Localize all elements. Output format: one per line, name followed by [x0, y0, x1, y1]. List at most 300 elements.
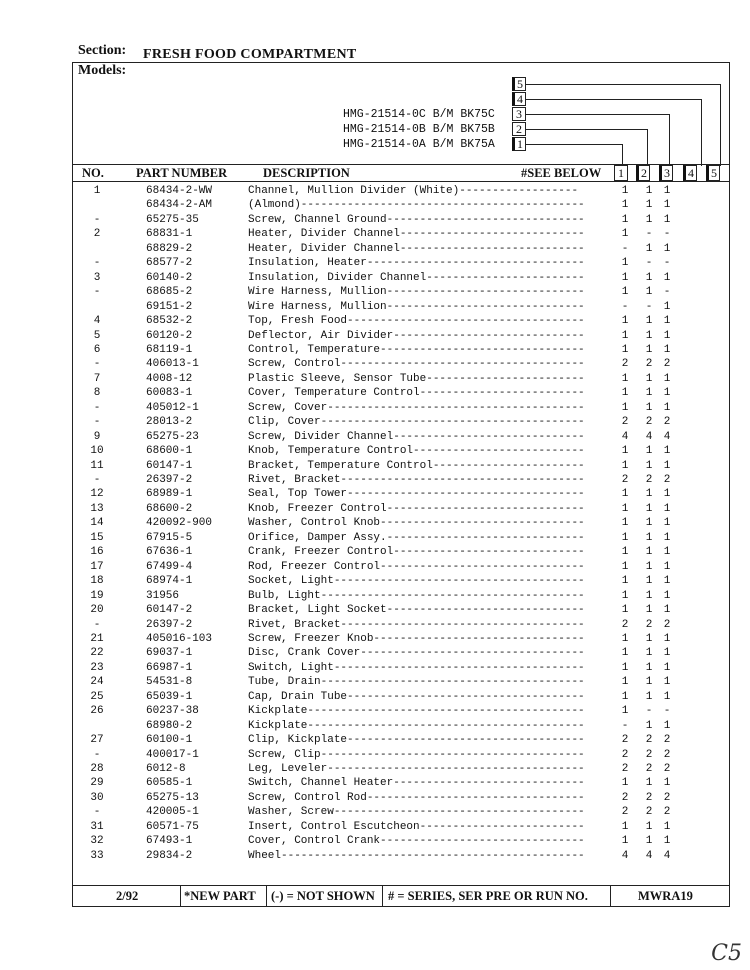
row-qty-series-2: 1 — [645, 690, 653, 703]
row-qty-series-3: 1 — [663, 835, 671, 848]
row-part-number: 6012-8 — [146, 763, 186, 775]
table-row — [74, 762, 724, 776]
row-description: Screw, Freezer Knob-------------------------------- — [248, 632, 585, 645]
table-row — [74, 545, 724, 559]
row-item-number: 31 — [90, 820, 104, 833]
table-row — [74, 791, 724, 805]
row-qty-series-3: 2 — [663, 748, 671, 761]
row-description: Washer, Control Knob------------------------------- — [248, 517, 585, 530]
col-header-see-below: #SEE BELOW — [521, 166, 602, 180]
row-qty-series-3: 4 — [663, 849, 671, 862]
row-item-number: 21 — [90, 632, 104, 645]
footer-series-note: # = SERIES, SER PRE OR RUN NO. — [388, 889, 588, 903]
connector-line — [526, 144, 623, 166]
row-item-number: 14 — [90, 517, 104, 530]
table-row — [74, 198, 724, 212]
series-box: 4 — [512, 92, 526, 106]
row-part-number: 68831-1 — [146, 228, 193, 241]
row-qty-series-2: 1 — [645, 632, 653, 645]
row-qty-series-1: 2 — [621, 358, 629, 371]
row-qty-series-2: 1 — [645, 517, 653, 530]
row-description: Insert, Control Escutcheon------------------------- — [248, 820, 585, 833]
table-row — [74, 502, 724, 516]
row-qty-series-1: 2 — [621, 806, 629, 819]
row-qty-series-3: 1 — [663, 517, 671, 530]
row-part-number: 420092-900 — [146, 517, 213, 530]
row-qty-series-3: 2 — [663, 806, 671, 819]
table-row — [74, 560, 724, 574]
row-part-number: 68600-1 — [146, 445, 193, 458]
row-qty-series-3: 1 — [663, 199, 671, 212]
footer-date: 2/92 — [116, 889, 139, 903]
row-qty-series-3: 4 — [663, 430, 671, 443]
row-part-number: 68989-1 — [146, 488, 193, 501]
row-qty-series-1: 4 — [621, 849, 629, 862]
row-part-number: 405016-103 — [146, 632, 213, 645]
table-row — [74, 314, 724, 328]
row-qty-series-3: 2 — [663, 763, 671, 775]
row-description: Knob, Temperature Control-------------------------- — [248, 445, 585, 458]
row-part-number: 68434-2-AM — [146, 199, 213, 212]
row-item-number: 2 — [93, 228, 101, 241]
footer-divider — [180, 886, 181, 907]
row-description: Crank, Freezer Control----------------------------- — [248, 546, 585, 559]
page-mark: C5 — [711, 941, 742, 966]
row-qty-series-1: 1 — [621, 343, 629, 356]
row-qty-series-1: 1 — [621, 705, 629, 718]
table-row — [74, 675, 724, 689]
row-qty-series-1: 1 — [621, 604, 629, 617]
row-item-number: 17 — [90, 560, 104, 573]
table-row — [74, 618, 724, 632]
table-row — [74, 401, 724, 415]
table-row — [74, 184, 724, 198]
row-qty-series-3: 1 — [663, 690, 671, 703]
row-qty-series-3: 1 — [663, 459, 671, 472]
row-qty-series-2: 2 — [645, 416, 653, 429]
row-description: Cover, Temperature Control------------------------- — [248, 387, 585, 400]
row-qty-series-1: 1 — [621, 835, 629, 848]
row-qty-series-3: 2 — [663, 474, 671, 486]
row-part-number: 68980-2 — [146, 719, 193, 732]
row-description: Cap, Drain Tube------------------------------------ — [248, 690, 585, 703]
row-qty-series-3: 1 — [663, 213, 671, 226]
row-qty-series-1: 1 — [621, 647, 629, 660]
row-item-number: 16 — [90, 546, 104, 559]
row-part-number: 60571-75 — [146, 820, 199, 833]
row-part-number: 54531-8 — [146, 676, 193, 689]
row-qty-series-1: 2 — [621, 748, 629, 761]
row-qty-series-1: 1 — [621, 372, 629, 385]
row-qty-series-2: 1 — [645, 329, 653, 342]
row-qty-series-2: 2 — [645, 748, 653, 761]
row-description: Screw, Divider Channel----------------------------- — [248, 430, 585, 443]
row-qty-series-3: 1 — [663, 343, 671, 356]
row-item-number: 1 — [93, 185, 101, 197]
row-description: Seal, Top Tower------------------------------------ — [248, 488, 585, 501]
table-row — [74, 386, 724, 400]
table-row — [74, 300, 724, 314]
row-qty-series-2: 2 — [645, 791, 653, 804]
row-item-number: 25 — [90, 690, 104, 703]
table-row — [74, 372, 724, 386]
row-qty-series-2: 1 — [645, 777, 653, 790]
row-qty-series-3: 1 — [663, 604, 671, 617]
row-description: Tube, Drain---------------------------------------- — [248, 676, 585, 689]
row-qty-series-1: - — [621, 300, 629, 313]
table-row — [74, 415, 724, 429]
row-qty-series-1: 1 — [621, 271, 629, 284]
col-header-series-1: 1 — [614, 165, 628, 181]
row-description: Insulation, Heater--------------------------------- — [248, 257, 585, 270]
row-qty-series-1: 1 — [621, 531, 629, 544]
row-part-number: 65275-35 — [146, 213, 199, 226]
row-qty-series-3: - — [663, 228, 671, 241]
row-item-number: - — [93, 401, 101, 414]
row-qty-series-2: 4 — [645, 849, 653, 862]
row-qty-series-3: 1 — [663, 676, 671, 689]
row-qty-series-2: 1 — [645, 604, 653, 617]
row-item-number: 6 — [93, 343, 101, 356]
row-qty-series-1: 1 — [621, 488, 629, 501]
row-item-number: - — [93, 257, 101, 270]
row-qty-series-2: 1 — [645, 488, 653, 501]
table-row — [74, 805, 724, 819]
table-row — [74, 589, 724, 603]
row-description: Deflector, Air Divider----------------------------- — [248, 329, 585, 342]
row-item-number: 15 — [90, 531, 104, 544]
row-qty-series-2: 1 — [645, 835, 653, 848]
series-box: 3 — [512, 107, 526, 121]
row-qty-series-3: 1 — [663, 445, 671, 458]
row-qty-series-3: 1 — [663, 589, 671, 602]
row-description: Bracket, Temperature Control----------------------- — [248, 459, 585, 472]
row-part-number: 65275-23 — [146, 430, 199, 443]
row-item-number: 28 — [90, 763, 104, 775]
row-qty-series-2: 1 — [645, 242, 653, 255]
row-part-number: 67499-4 — [146, 560, 193, 573]
header-rule — [72, 164, 730, 165]
row-qty-series-2: 1 — [645, 647, 653, 660]
table-row — [74, 661, 724, 675]
table-row — [74, 487, 724, 501]
row-part-number: 28013-2 — [146, 416, 193, 429]
row-description: Plastic Sleeve, Sensor Tube------------------------ — [248, 372, 585, 385]
row-qty-series-2: 1 — [645, 560, 653, 573]
row-part-number: 26397-2 — [146, 474, 193, 486]
table-row — [74, 271, 724, 285]
row-qty-series-1: 1 — [621, 445, 629, 458]
row-qty-series-3: 1 — [663, 300, 671, 313]
row-qty-series-3: 1 — [663, 502, 671, 515]
row-description: Screw, Control------------------------------------- — [248, 358, 585, 371]
row-item-number: 27 — [90, 734, 104, 747]
model-line: HMG-21514-0B B/M BK75B — [343, 123, 495, 136]
row-qty-series-3: 1 — [663, 315, 671, 328]
row-qty-series-3: - — [663, 705, 671, 718]
row-qty-series-1: 2 — [621, 474, 629, 486]
row-description: Heater, Divider Channel---------------------------- — [248, 228, 585, 241]
row-qty-series-2: 1 — [645, 199, 653, 212]
row-qty-series-3: 2 — [663, 791, 671, 804]
row-description: Knob, Freezer Control------------------------------ — [248, 502, 585, 515]
row-part-number: 68119-1 — [146, 343, 193, 356]
row-qty-series-1: 1 — [621, 546, 629, 559]
row-qty-series-1: 2 — [621, 763, 629, 775]
row-qty-series-2: - — [645, 228, 653, 241]
row-qty-series-2: 1 — [645, 676, 653, 689]
row-qty-series-3: 1 — [663, 719, 671, 732]
table-row — [74, 459, 724, 473]
row-item-number: 4 — [93, 315, 101, 328]
row-qty-series-3: 1 — [663, 647, 671, 660]
row-item-number: - — [93, 474, 101, 486]
row-qty-series-2: 2 — [645, 734, 653, 747]
footer-code: MWRA19 — [638, 889, 693, 903]
row-item-number: 11 — [90, 459, 104, 472]
row-part-number: 69151-2 — [146, 300, 193, 313]
row-part-number: 26397-2 — [146, 618, 193, 631]
row-description: Washer, Screw-------------------------------------- — [248, 806, 585, 819]
row-qty-series-2: 4 — [645, 430, 653, 443]
table-row — [74, 213, 724, 227]
row-item-number: 23 — [90, 661, 104, 674]
row-qty-series-1: 2 — [621, 618, 629, 631]
table-row — [74, 632, 724, 646]
row-part-number: 406013-1 — [146, 358, 199, 371]
footer-divider — [382, 886, 383, 907]
row-description: Leg, Leveler--------------------------------------- — [248, 763, 585, 775]
row-qty-series-1: 1 — [621, 575, 629, 588]
table-row — [74, 531, 724, 545]
row-description: Bracket, Light Socket------------------------------ — [248, 604, 585, 617]
row-item-number: - — [93, 748, 101, 761]
row-qty-series-1: 1 — [621, 257, 629, 270]
row-qty-series-3: - — [663, 257, 671, 270]
row-qty-series-1: 1 — [621, 228, 629, 241]
model-line: HMG-21514-0A B/M BK75A — [343, 138, 495, 151]
col-header-series-4: 4 — [683, 165, 697, 181]
row-part-number: 29834-2 — [146, 849, 193, 862]
row-item-number: 12 — [90, 488, 104, 501]
row-qty-series-2: 1 — [645, 372, 653, 385]
row-qty-series-2: 1 — [645, 820, 653, 833]
row-qty-series-3: 2 — [663, 618, 671, 631]
row-description: Rivet, Bracket------------------------------------- — [248, 618, 585, 631]
row-item-number: 26 — [90, 705, 104, 718]
row-qty-series-1: 1 — [621, 777, 629, 790]
row-part-number: 68600-2 — [146, 502, 193, 515]
row-qty-series-2: 1 — [645, 286, 653, 299]
row-description: Rod, Freezer Control------------------------------- — [248, 560, 585, 573]
row-qty-series-2: 1 — [645, 271, 653, 284]
row-part-number: 65039-1 — [146, 690, 193, 703]
table-row — [74, 704, 724, 718]
table-row — [74, 834, 724, 848]
row-qty-series-1: 1 — [621, 387, 629, 400]
row-qty-series-1: 1 — [621, 690, 629, 703]
row-qty-series-1: 1 — [621, 459, 629, 472]
row-qty-series-1: 1 — [621, 589, 629, 602]
row-description: Insulation, Divider Channel------------------------ — [248, 271, 585, 284]
row-item-number: 22 — [90, 647, 104, 660]
row-part-number: 68829-2 — [146, 242, 193, 255]
col-header-description: DESCRIPTION — [263, 166, 350, 180]
row-qty-series-2: 1 — [645, 546, 653, 559]
row-item-number: - — [93, 213, 101, 226]
row-part-number: 67915-5 — [146, 531, 193, 544]
row-part-number: 60585-1 — [146, 777, 193, 790]
row-item-number: 19 — [90, 589, 104, 602]
row-item-number: 33 — [90, 849, 104, 862]
row-part-number: 405012-1 — [146, 401, 199, 414]
row-qty-series-3: 1 — [663, 546, 671, 559]
row-qty-series-1: 1 — [621, 315, 629, 328]
row-item-number: - — [93, 358, 101, 371]
row-qty-series-1: 1 — [621, 401, 629, 414]
table-row — [74, 227, 724, 241]
row-qty-series-3: 1 — [663, 387, 671, 400]
row-qty-series-2: 1 — [645, 213, 653, 226]
row-qty-series-2: 1 — [645, 185, 653, 197]
row-item-number: 18 — [90, 575, 104, 588]
section-title: FRESH FOOD COMPARTMENT — [143, 47, 357, 62]
row-qty-series-2: 1 — [645, 719, 653, 732]
row-qty-series-2: - — [645, 257, 653, 270]
series-box: 5 — [512, 77, 526, 91]
row-qty-series-1: 1 — [621, 199, 629, 212]
row-qty-series-3: 1 — [663, 632, 671, 645]
col-header-series-5: 5 — [706, 165, 720, 181]
row-qty-series-2: 2 — [645, 618, 653, 631]
row-part-number: 68685-2 — [146, 286, 193, 299]
row-part-number: 68532-2 — [146, 315, 193, 328]
row-qty-series-1: 4 — [621, 430, 629, 443]
table-row — [74, 849, 724, 863]
table-row — [74, 242, 724, 256]
table-row — [74, 719, 724, 733]
col-header-part-number: PART NUMBER — [136, 166, 228, 180]
row-part-number: 69037-1 — [146, 647, 193, 660]
footer-new-part: *NEW PART — [184, 889, 256, 903]
series-box: 1 — [512, 137, 526, 151]
row-qty-series-1: 2 — [621, 791, 629, 804]
row-description: Socket, Light-------------------------------------- — [248, 575, 585, 588]
row-qty-series-1: 1 — [621, 213, 629, 226]
row-part-number: 68434-2-WW — [146, 185, 213, 197]
row-item-number: - — [93, 806, 101, 819]
table-row — [74, 430, 724, 444]
col-header-no: NO. — [82, 166, 104, 180]
row-part-number: 60147-1 — [146, 459, 193, 472]
row-qty-series-1: - — [621, 719, 629, 732]
row-item-number: 20 — [90, 604, 104, 617]
row-qty-series-2: 1 — [645, 315, 653, 328]
row-qty-series-2: 2 — [645, 763, 653, 775]
row-qty-series-1: 1 — [621, 676, 629, 689]
table-row — [74, 285, 724, 299]
row-qty-series-3: 2 — [663, 416, 671, 429]
table-row — [74, 603, 724, 617]
row-qty-series-2: 1 — [645, 589, 653, 602]
row-qty-series-1: 1 — [621, 661, 629, 674]
row-part-number: 68974-1 — [146, 575, 193, 588]
row-qty-series-3: 1 — [663, 271, 671, 284]
row-description: Wheel---------------------------------------------- — [248, 849, 585, 862]
row-part-number: 65275-13 — [146, 791, 199, 804]
row-qty-series-2: - — [645, 705, 653, 718]
row-qty-series-2: 1 — [645, 343, 653, 356]
row-description: Switch, Channel Heater----------------------------- — [248, 777, 585, 790]
row-qty-series-1: 1 — [621, 329, 629, 342]
row-part-number: 60120-2 — [146, 329, 193, 342]
row-item-number: - — [93, 286, 101, 299]
row-qty-series-1: 2 — [621, 734, 629, 747]
row-qty-series-3: 1 — [663, 575, 671, 588]
row-description: Heater, Divider Channel---------------------------- — [248, 242, 585, 255]
row-qty-series-3: - — [663, 286, 671, 299]
footer-divider — [610, 886, 611, 907]
row-item-number: 3 — [93, 271, 101, 284]
row-qty-series-1: 1 — [621, 185, 629, 197]
footer-not-shown: (-) = NOT SHOWN — [271, 889, 375, 903]
row-qty-series-3: 1 — [663, 488, 671, 501]
row-description: Wire Harness, Mullion------------------------------ — [248, 286, 585, 299]
table-row — [74, 256, 724, 270]
row-qty-series-3: 1 — [663, 531, 671, 544]
row-description: Switch, Light-------------------------------------- — [248, 661, 585, 674]
row-part-number: 400017-1 — [146, 748, 199, 761]
row-qty-series-3: 1 — [663, 560, 671, 573]
row-description: Top, Fresh Food------------------------------------ — [248, 315, 585, 328]
row-qty-series-2: 2 — [645, 474, 653, 486]
header-rule — [72, 181, 730, 182]
row-description: Screw, Cover--------------------------------------- — [248, 401, 585, 414]
row-item-number: 29 — [90, 777, 104, 790]
row-part-number: 68577-2 — [146, 257, 193, 270]
row-description: Control, Temperature------------------------------- — [248, 343, 585, 356]
row-part-number: 60237-38 — [146, 705, 199, 718]
row-description: Screw, Clip---------------------------------------- — [248, 748, 585, 761]
row-item-number: - — [93, 416, 101, 429]
table-row — [74, 329, 724, 343]
row-qty-series-2: 1 — [645, 575, 653, 588]
row-description: Kickplate------------------------------------------ — [248, 705, 585, 718]
row-qty-series-2: 1 — [645, 531, 653, 544]
row-part-number: 60147-2 — [146, 604, 193, 617]
series-box: 2 — [512, 122, 526, 136]
row-item-number: 9 — [93, 430, 101, 443]
row-qty-series-2: 1 — [645, 661, 653, 674]
row-description: Cover, Control Crank------------------------------- — [248, 835, 585, 848]
table-row — [74, 776, 724, 790]
row-qty-series-2: 1 — [645, 401, 653, 414]
row-description: Clip, Cover---------------------------------------- — [248, 416, 585, 429]
row-qty-series-3: 1 — [663, 661, 671, 674]
row-item-number: 30 — [90, 791, 104, 804]
table-row — [74, 516, 724, 530]
row-qty-series-1: 2 — [621, 416, 629, 429]
col-header-series-3: 3 — [659, 165, 673, 181]
row-part-number: 67493-1 — [146, 835, 193, 848]
row-qty-series-2: 2 — [645, 806, 653, 819]
table-row — [74, 748, 724, 762]
row-qty-series-3: 1 — [663, 777, 671, 790]
col-header-series-2: 2 — [636, 165, 650, 181]
table-row — [74, 574, 724, 588]
row-qty-series-3: 1 — [663, 242, 671, 255]
table-row — [74, 646, 724, 660]
